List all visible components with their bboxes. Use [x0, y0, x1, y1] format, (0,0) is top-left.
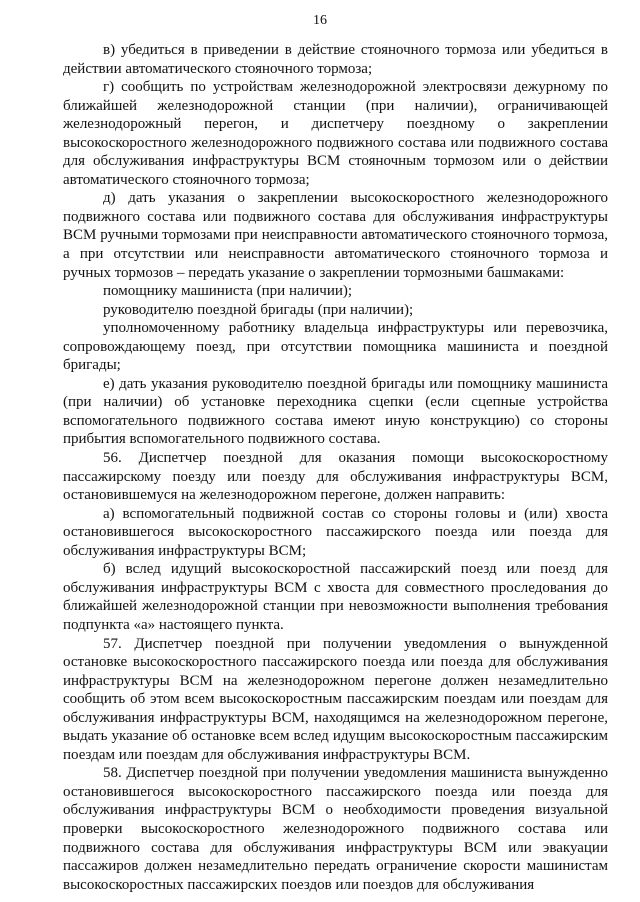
- paragraph-item-g: г) сообщить по устройствам железнодорожной электросвязи дежурному по ближайшей железнодорожной станции (при наличии), ограничивающей железнодорожный перегон, и диспетчеру поездному о закреплении высокоскоростного железнодорожного подвижного состава или подвижного состава для обслуживания инфраструктуры ВСМ стояночным тормозом или о действии автоматического стояночного тормоза;: [63, 79, 608, 188]
- paragraph-clause-56-a: а) вспомогательный подвижной состав со стороны головы и (или) хвоста остановившегося высокоскоростного пассажирского поезда или поезда для обслуживания инфраструктуры ВСМ;: [63, 505, 608, 559]
- paragraph-item-d: д) дать указания о закреплении высокоскоростного железнодорожного подвижного состава или подвижного состава для обслуживания инфраструктуры ВСМ ручными тормозами при неисправности автоматического стояночного тормоза, а при отсутствии или неисправности автоматического стояночного тормоза и ручных тормозов – передать указание о закреплении тормозными башмаками:: [63, 190, 608, 281]
- paragraph-clause-56: 56. Диспетчер поездной для оказания помощи высокоскоростному пассажирскому поезду или поезду для обслуживания инфраструктуры ВСМ, остановившемуся на железнодорожном перегоне, должен направить:: [63, 450, 608, 504]
- paragraph-item-e: е) дать указания руководителю поездной бригады или помощнику машиниста (при наличии) об установке переходника сцепки (если сцепные устройства вспомогательного подвижного состава имеют иную конструкцию) со стороны прибытия вспомогательного подвижного состава.: [63, 375, 608, 448]
- paragraph-item-v: в) убедиться в приведении в действие стояночного тормоза или убедиться в действии автоматического стояночного тормоза;: [63, 42, 608, 77]
- paragraph-clause-58: 58. Диспетчер поездной при получении уведомления машиниста вынужденно остановившегося высокоскоростного пассажирского поезда или поезда для обслуживания инфраструктуры ВСМ о необходимости проведения визуальной проверки высокоскоростного железнодорожного подвижного состава или подвижного состава для обслуживания инфраструктуры ВСМ или эвакуации пассажиров должен незамедлительно передать ограничение скорости машинистам высокоскоростных пассажирских поездов или поездов для обслуживания: [63, 765, 608, 893]
- paragraph-clause-56-b: б) вслед идущий высокоскоростной пассажирский поезд или поезд для обслуживания инфраструктуры ВСМ с хвоста для совместного проследования до ближайшей железнодорожной станции при невозможности выполнения требования подпункта «а» настоящего пункта.: [63, 561, 608, 633]
- recipient-crew-chief: руководителю поездной бригады (при наличии);: [103, 301, 414, 318]
- body-text: [63, 41, 608, 894]
- recipient-authorized-worker: уполномоченному работнику владельца инфраструктуры или перевозчика, сопровождающему поезд, при отсутствии помощника машиниста и поездной бригады;: [63, 320, 608, 374]
- recipient-assistant-driver: помощнику машиниста (при наличии);: [103, 283, 353, 300]
- paragraph-clause-57: 57. Диспетчер поездной при получении уведомления о вынужденной остановке высокоскоростного пассажирского поезда или поезда для обслуживания инфраструктуры ВСМ на железнодорожном перегоне должен незамедлительно сообщить об этом всем высокоскоростным пассажирским поездам или поездам для обслуживания инфраструктуры ВСМ, находящимся на железнодорожном перегоне, выдать указание об остановке всем вслед идущим высокоскоростным пассажирским поездам или поездам для обслуживания инфраструктуры ВСМ.: [63, 635, 608, 763]
- page-number: 16: [313, 13, 327, 28]
